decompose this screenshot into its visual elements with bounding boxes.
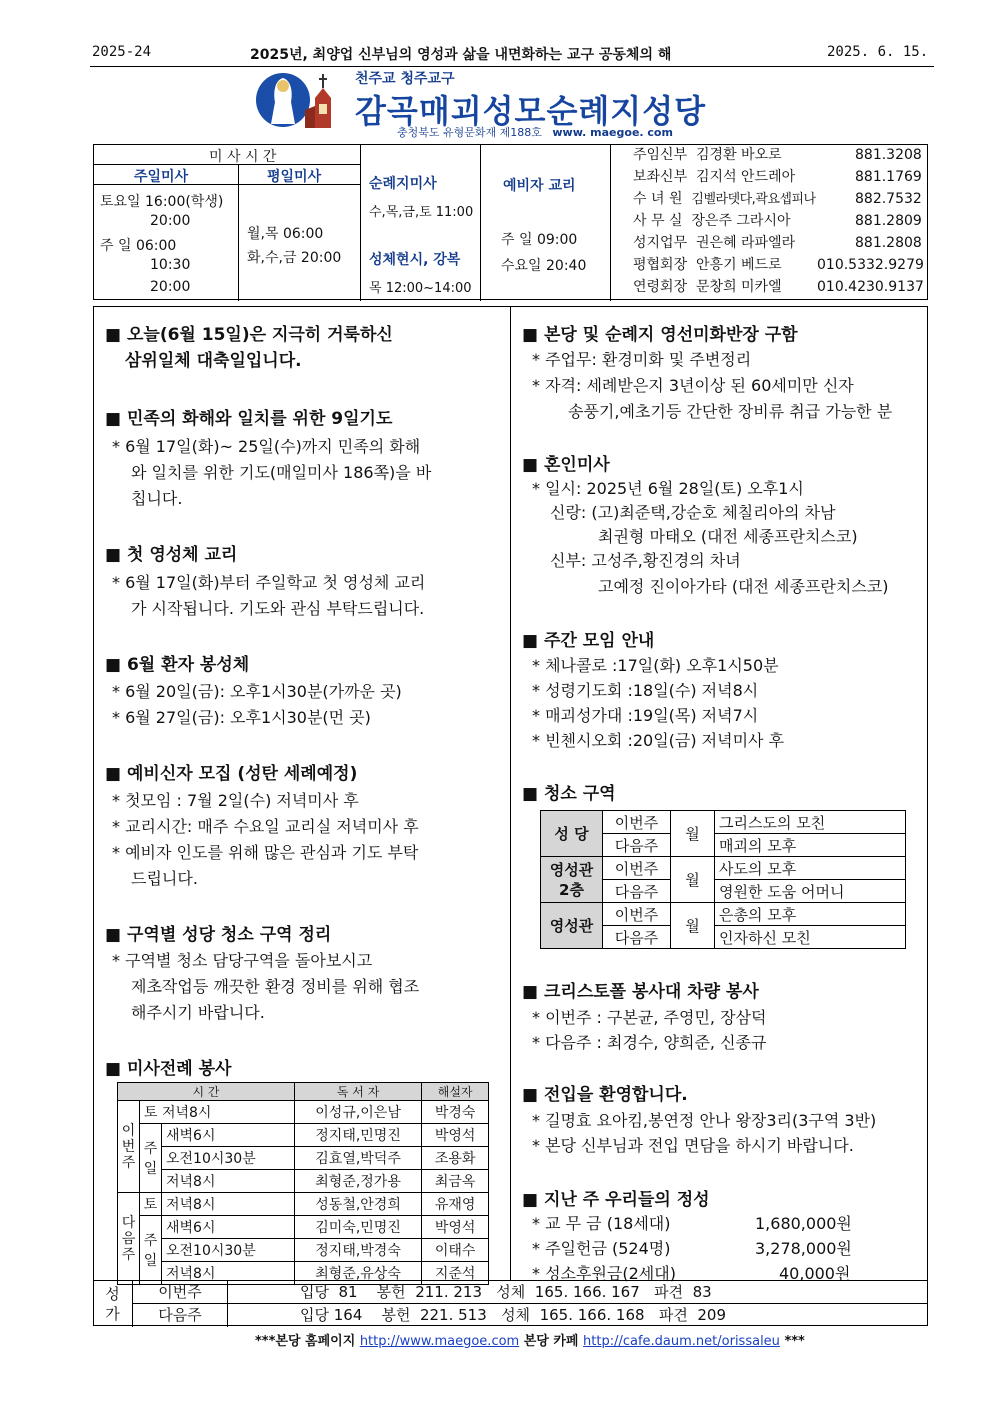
reader-cell: 김효열,박덕주 bbox=[294, 1147, 421, 1170]
time-cell: 새벽6시 bbox=[162, 1124, 295, 1147]
commentator-cell: 유재영 bbox=[422, 1193, 489, 1216]
text-line: * 다음주 : 최경수, 양희준, 신종규 bbox=[532, 1033, 767, 1052]
table-row bbox=[118, 1101, 489, 1124]
offering-amount: 40,000원 bbox=[779, 1264, 851, 1283]
heritage-label: 충청북도 유형문화재 제188호 bbox=[397, 126, 542, 139]
offering-label: * 주일헌금 (524명) bbox=[532, 1239, 671, 1258]
time-cell: 저녁8시 bbox=[162, 1262, 295, 1285]
text-line: * 구역별 청소 담당구역을 돌아보시고 bbox=[112, 951, 373, 970]
table-row bbox=[541, 857, 906, 880]
time-cell: 토 저녁8시 bbox=[140, 1101, 295, 1124]
staff-row bbox=[633, 145, 782, 165]
masthead-subtitle bbox=[397, 124, 673, 140]
adoration-time: 목 12:00~14:00 bbox=[369, 281, 472, 296]
driving-service-title: ■ 크리스토폴 봉사대 차량 봉사 bbox=[522, 982, 759, 1002]
prayer-title: ■ 민족의 화해와 일치를 위한 9일기도 bbox=[105, 409, 393, 429]
staff-phone: 010.5332.9279 bbox=[817, 257, 924, 273]
trinity-title: ■ 오늘(6월 15일)은 지극히 거룩하신 bbox=[105, 325, 393, 345]
table-row bbox=[118, 1170, 489, 1193]
staff-role: 평협회장 bbox=[633, 257, 688, 273]
week-cell: 이번주 bbox=[603, 857, 671, 880]
sunday-label: 주일 bbox=[140, 1124, 162, 1193]
text-line: 해주시기 바랍니다. bbox=[131, 1003, 265, 1022]
footer-text: 본당 카페 bbox=[523, 1334, 579, 1349]
staff-person: 문창희 미카엘 bbox=[696, 279, 782, 295]
cleaning-zone-title: ■ 구역별 성당 청소 구역 정리 bbox=[105, 925, 332, 945]
hymn-label: 성 가 bbox=[93, 1281, 133, 1327]
pilgrim-mass-time: 수,목,금,토 11:00 bbox=[369, 205, 474, 220]
reader-cell: 성동철,안경희 bbox=[294, 1193, 421, 1216]
staff-row bbox=[633, 189, 816, 210]
header-divider bbox=[90, 66, 934, 67]
reader-cell: 최형준,유상숙 bbox=[294, 1262, 421, 1285]
staff-phone: 881.2809 bbox=[855, 213, 922, 229]
month-cell: 월 bbox=[671, 811, 715, 857]
staff-phone: 010.4230.9137 bbox=[817, 279, 924, 295]
staff-person: 안흥기 베드로 bbox=[696, 257, 782, 273]
staff-role: 연령회장 bbox=[633, 279, 688, 295]
time-cell: 새벽6시 bbox=[162, 1216, 295, 1239]
sick-communion-title: ■ 6월 환자 봉성체 bbox=[105, 655, 250, 675]
footer-text: *** bbox=[784, 1334, 805, 1349]
text-line: 신랑: (고)최준택,강순호 체칠리아의 차남 bbox=[550, 503, 836, 522]
text-line: * 일시: 2025년 6월 28일(토) 오후1시 bbox=[532, 479, 804, 498]
next-week-label: 다음주 bbox=[118, 1193, 140, 1285]
text-line: * 본당 신부님과 전입 면담을 하시기 바랍니다. bbox=[532, 1136, 854, 1155]
welcome-title: ■ 전입을 환영합니다. bbox=[522, 1085, 688, 1105]
staff-phone: 881.1769 bbox=[855, 169, 922, 185]
pilgrim-mass-title: 순례지미사 bbox=[369, 176, 437, 192]
text-line: * 자격: 세례받은지 3년이상 된 60세미만 신자 bbox=[532, 376, 854, 395]
group-cell: 영원한 도움 어머니 bbox=[715, 880, 906, 903]
time-cell: 저녁8시 bbox=[162, 1193, 295, 1216]
issue-number: 2025-24 bbox=[92, 44, 152, 60]
staff-role: 수 녀 원 bbox=[633, 191, 683, 207]
sunday-label: 주일 bbox=[140, 1216, 162, 1285]
text-line: * 체나콜로 :17일(화) 오후1시50분 bbox=[532, 656, 779, 675]
adoration-title: 성체현시, 강복 bbox=[369, 252, 461, 268]
staff-row bbox=[633, 255, 782, 275]
saturday-label: 토 bbox=[140, 1193, 162, 1216]
week-cell: 이번주 bbox=[603, 903, 671, 926]
pilgrim-mass-cell bbox=[361, 145, 481, 301]
offering-amount: 1,680,000원 bbox=[755, 1214, 852, 1233]
sunday-mass-header bbox=[94, 165, 239, 185]
area-cell: 성 당 bbox=[541, 811, 603, 857]
mass-title: 미 사 시 간 bbox=[209, 149, 277, 165]
text-line: 신부: 고성주,황진경의 차녀 bbox=[550, 551, 741, 570]
wedding-title: ■ 혼인미사 bbox=[522, 455, 610, 475]
footer-text: ***본당 홈페이지 bbox=[255, 1334, 356, 1349]
week-cell: 다음주 bbox=[133, 1304, 228, 1327]
table-row bbox=[118, 1239, 489, 1262]
text-line: * 6월 17일(화)~ 25일(수)까지 민족의 화해 bbox=[112, 437, 421, 456]
text-line: * 빈첸시오회 :20일(금) 저녁미사 후 bbox=[532, 731, 785, 750]
text-line: 와 일치를 위한 기도(매일미사 186쪽)을 바 bbox=[131, 463, 432, 482]
cleaning-table bbox=[540, 810, 906, 949]
hymn-numbers: 입당 164 봉헌 221. 513 성체 165. 166. 168 파견 209 bbox=[300, 1306, 726, 1324]
text-line: * 성령기도회 :18일(수) 저녁8시 bbox=[532, 681, 759, 700]
text-line: * 6월 27일(금): 오후1시30분(먼 곳) bbox=[112, 708, 371, 727]
diocese-name: 천주교 청주교구 bbox=[355, 71, 455, 87]
staff-role: 주임신부 bbox=[633, 147, 688, 163]
issue-date: 2025. 6. 15. bbox=[827, 44, 929, 60]
table-row bbox=[118, 1124, 489, 1147]
offerings-title: ■ 지난 주 우리들의 정성 bbox=[522, 1190, 710, 1210]
commentator-cell: 최금옥 bbox=[422, 1170, 489, 1193]
church-name: 감곡매괴성모순례지성당 bbox=[355, 93, 707, 129]
offering-label: * 성소후원금(2세대) bbox=[532, 1264, 676, 1283]
sunday-line: 20:00 bbox=[150, 213, 191, 229]
weekday-line: 화,수,금 20:00 bbox=[247, 250, 342, 266]
month-cell: 월 bbox=[671, 903, 715, 949]
staff-row bbox=[633, 167, 795, 187]
trinity-title-2: 삼위일체 대축일입니다. bbox=[125, 351, 302, 371]
col-header: 시 간 bbox=[118, 1083, 295, 1101]
text-line: 최권형 마태오 (대전 세종프란치스코) bbox=[598, 527, 858, 546]
time-cell: 저녁8시 bbox=[162, 1170, 295, 1193]
page-footer bbox=[255, 1330, 805, 1349]
week-cell: 다음주 bbox=[603, 880, 671, 903]
group-cell: 은총의 모후 bbox=[715, 903, 906, 926]
offering-label: * 교 무 금 (18세대) bbox=[532, 1214, 671, 1233]
staff-phone: 882.7532 bbox=[855, 191, 922, 207]
time-cell: 오전10시30분 bbox=[162, 1239, 295, 1262]
text-line: * 교리시간: 매주 수요일 교리실 저녁미사 후 bbox=[112, 817, 419, 836]
liturgy-table bbox=[117, 1082, 489, 1285]
slogan: 2025년, 최양업 신부님의 영성과 삶을 내면화하는 교구 공동체의 해 bbox=[250, 47, 672, 63]
staff-row bbox=[633, 233, 795, 253]
commentator-cell: 박영석 bbox=[422, 1124, 489, 1147]
group-cell: 그리스도의 모친 bbox=[715, 811, 906, 834]
hymn-numbers: 입당 81 봉헌 211. 213 성체 165. 166. 167 파견 83 bbox=[228, 1281, 928, 1304]
sunday-mass-cell bbox=[94, 185, 239, 301]
commentator-cell: 박경숙 bbox=[422, 1101, 489, 1124]
staff-role: 성지업무 bbox=[633, 235, 688, 251]
staff-person: 권은혜 라파엘라 bbox=[696, 235, 796, 251]
staff-role: 사 무 실 bbox=[633, 213, 683, 229]
table-row bbox=[118, 1216, 489, 1239]
text-line: 드립니다. bbox=[131, 869, 198, 888]
reader-cell: 정지태,박경숙 bbox=[294, 1239, 421, 1262]
text-line: 가 시작됩니다. 기도와 관심 부탁드립니다. bbox=[131, 599, 425, 618]
staff-person: 김지석 안드레아 bbox=[696, 169, 796, 185]
staff-person: 장은주 그라시아 bbox=[691, 213, 791, 229]
col-header: 해설자 bbox=[422, 1083, 489, 1101]
group-cell: 사도의 모후 bbox=[715, 857, 906, 880]
table-row bbox=[118, 1147, 489, 1170]
weekday-mass-cell bbox=[239, 185, 361, 301]
text-line: 칩니다. bbox=[131, 489, 183, 508]
catechism-sunday: 주 일 09:00 bbox=[501, 232, 578, 248]
church-logo bbox=[255, 70, 347, 132]
weekly-meetings-title: ■ 주간 모임 안내 bbox=[522, 631, 655, 651]
text-line: * 주업무: 환경미화 및 주변정리 bbox=[532, 350, 752, 369]
mass-title-cell bbox=[94, 145, 361, 165]
text-line: * 6월 20일(금): 오후1시30분(가까운 곳) bbox=[112, 682, 402, 701]
text-line: * 매괴성가대 :19일(목) 저녁7시 bbox=[532, 706, 759, 725]
column-divider bbox=[510, 306, 511, 1280]
text-line: 고예정 진이아가타 (대전 세종프란치스코) bbox=[598, 577, 889, 596]
staff-role: 보좌신부 bbox=[633, 169, 688, 185]
reader-cell: 최형준,정가용 bbox=[294, 1170, 421, 1193]
cafe-link[interactable]: http://cafe.daum.net/orissaleu bbox=[583, 1334, 780, 1349]
area-cell: 영성관 2층 bbox=[541, 857, 603, 903]
mass-times-table bbox=[93, 144, 928, 300]
group-cell: 매괴의 모후 bbox=[715, 834, 906, 857]
weekday-mass-title: 평일미사 bbox=[267, 169, 322, 185]
text-line: 제초작업등 깨끗한 환경 정비를 위해 협조 bbox=[131, 977, 420, 996]
table-row bbox=[541, 811, 906, 834]
staff-row bbox=[633, 211, 791, 231]
text-line: * 길명효 요아킴,봉연정 안나 왕장3리(3구역 3반) bbox=[532, 1111, 877, 1130]
homepage-link[interactable]: http://www.maegoe.com bbox=[359, 1334, 520, 1349]
week-cell: 이번주 bbox=[603, 811, 671, 834]
staff-wanted-title: ■ 본당 및 순례지 영선미화반장 구함 bbox=[522, 325, 798, 345]
staff-person: 김벨라뎃다,곽요셉피나 bbox=[691, 192, 816, 207]
reader-cell: 이성규,이은남 bbox=[294, 1101, 421, 1124]
commentator-cell: 이태수 bbox=[422, 1239, 489, 1262]
month-cell: 월 bbox=[671, 857, 715, 903]
this-week-label: 이번주 bbox=[118, 1101, 140, 1193]
commentator-cell: 조용화 bbox=[422, 1147, 489, 1170]
sunday-line: 20:00 bbox=[150, 279, 191, 295]
weekday-line: 월,목 06:00 bbox=[247, 226, 324, 242]
text-line: * 6월 17일(화)부터 주일학교 첫 영성체 교리 bbox=[112, 573, 426, 592]
time-cell: 오전10시30분 bbox=[162, 1147, 295, 1170]
catechumen-title: ■ 예비신자 모집 (성탄 세례예정) bbox=[105, 764, 358, 784]
weekday-mass-header bbox=[239, 165, 361, 185]
staff-contacts bbox=[611, 145, 927, 301]
text-line: * 이번주 : 구본균, 주영민, 장삼덕 bbox=[532, 1008, 767, 1027]
week-cell: 다음주 bbox=[603, 834, 671, 857]
catechism-wednesday: 수요일 20:40 bbox=[501, 258, 587, 274]
communion-title: ■ 첫 영성체 교리 bbox=[105, 545, 238, 565]
website-url: www. maegoe. com bbox=[552, 126, 673, 139]
week-cell: 다음주 bbox=[603, 926, 671, 949]
staff-person: 김경환 바오로 bbox=[696, 147, 782, 163]
hymn-table bbox=[93, 1280, 928, 1326]
group-cell: 인자하신 모친 bbox=[715, 926, 906, 949]
sunday-line: 토요일 16:00(학생) bbox=[100, 194, 224, 210]
commentator-cell: 지준석 bbox=[422, 1262, 489, 1285]
sunday-line: 주 일 06:00 bbox=[100, 238, 177, 254]
area-cell: 영성관 bbox=[541, 903, 603, 949]
catechism-title: 예비자 교리 bbox=[503, 178, 576, 194]
catechism-cell bbox=[481, 145, 611, 301]
week-cell: 이번주 bbox=[133, 1281, 228, 1304]
table-row bbox=[118, 1193, 489, 1216]
commentator-cell: 박영석 bbox=[422, 1216, 489, 1239]
staff-phone: 881.2808 bbox=[855, 235, 922, 251]
cleaning-title: ■ 청소 구역 bbox=[522, 784, 616, 804]
table-row bbox=[541, 903, 906, 926]
reader-cell: 정지태,민명진 bbox=[294, 1124, 421, 1147]
text-line: * 첫모임 : 7월 2일(수) 저녁미사 후 bbox=[112, 791, 359, 810]
staff-phone: 881.3208 bbox=[855, 147, 922, 163]
text-line: * 예비자 인도를 위해 많은 관심과 기도 부탁 bbox=[112, 843, 419, 862]
col-header: 독 서 자 bbox=[294, 1083, 421, 1101]
sunday-mass-title: 주일미사 bbox=[134, 169, 189, 185]
reader-cell: 김미숙,민명진 bbox=[294, 1216, 421, 1239]
text-line: 송풍기,예초기등 간단한 장비류 취급 가능한 분 bbox=[568, 402, 893, 421]
liturgy-service-title: ■ 미사전례 봉사 bbox=[105, 1059, 232, 1079]
staff-row bbox=[633, 277, 782, 297]
offering-amount: 3,278,000원 bbox=[755, 1239, 852, 1258]
sunday-line: 10:30 bbox=[150, 257, 191, 273]
